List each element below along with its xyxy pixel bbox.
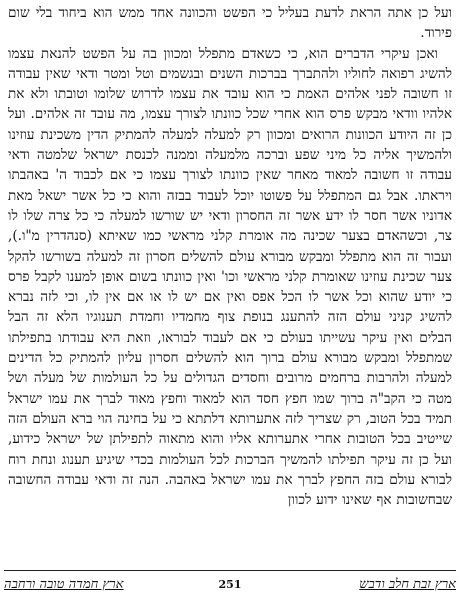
footer-divider [4,570,456,571]
paragraph-main: ואכן עיקרי הדברים הוא, כי כשאדם מתפלל ומכוון בה על הפשט להנאת עצמו להשיג רפואה לחוליו ולהתברך בברכות השנים ובגשמים וטל ומטר ודאי שאין עבודה זו חשובה לפני אלהים האמת כי הוא עובד את עצמו לדרוש שלומו וטובתו ולא את אלהיו וודאי מבקש פרס הוא אחרי שכל כוונתו לצורך עצמו, מה עובד זה אלהים. ועל כן זה היודע הכוונות הרואים ומכוון רק למעלה למעלה להמתיק הדין משכינת עוזינו ולהמשיך אליה כל מיני שפע וברכה מלמעלה וממנה לכנסת ישראל שלמטה ודאי עבודה זו חשובה למאוד מאחר שאין כוונתו לצורך עצמו כי אם לכבוד ה' באהבתו ויראתו. אבל גם המתפלל על פשוטו יוכל לעבוד בבזה והוא כי כל אשר ישאל מאת אדוניו אשר חסר לו ידע אשר זה החסרון ודאי יש שורשו למעלה כי כל צרה שלו לו צר, וכשהאדם בצער שכינה מה אומרת קלני מראשי כמו שאיתא (סנהדרין מ"ו.), ועבור זה הוא מתפלל ומבקש מבורא עולם להשלים חסרון זה למעלה בשורשו להקל צער שכינת עוזינו שאומרת קלני מראשי וכו' ואין כוונתו בשום אופן למענו לקבל פרס כי יודע שהוא וכל אשר לו הכל אפס ואין אם יש לו או אם אין לו, וכי לזה נברא להשיג קניני עולם הזה להתענג בנופת צוף מחמדיו וחמדת תענוגיו הלא זה הבל הבלים ואין עיקר עשייתו בעולם כי אם לעבוד לבוראו, וזאת היא עבודתו בתפילתו שמתפלל ומבקש מבורא עולם ברוך הוא להשלים חסרון עליון להמתיק כל הדינים למעלה ולהרבות ברחמים מרובים וחסדים הגדולים על כל העולמות של מעלה ושל מטה כי הקב"ה ברוך שמו חפץ חסד הוא למאוד וחפץ מאוד לברך את עמו ישראל תמיד בכל הטוב, רק שצריך לזה אתערותא דלתתא כי על בחינה הוי ברא העולם הזה שייטיב בכל הטובות אחרי אתערותא אליו והוא מתאוה לתפילתן של ישראל כידוע, ועל כן זה עיקר תפילתו להמשיך הברכות לכל העולמות בכדי שיגיע תענוג ונחת רוח לבורא עולם בזה החפץ לברך את עמו ישראל באהבה. הנה זה ודאי עבודה החשובה שבחשובות אף שאינו ידוע לכוון [8,45,452,509]
running-title-right: ארץ זבת חלב ודבש [359,577,456,592]
page-footer [4,574,456,596]
paragraph-opening: ועל כן אתה הראת לדעת בעליל כי הפשט והכוונה אחד ממש הוא ביחוד בלי שום פירוד. [8,5,452,42]
main-text [8,3,452,563]
running-title-left: ארץ חמדה טובה ורחבה [4,577,124,592]
page-number: 251 [218,578,242,591]
